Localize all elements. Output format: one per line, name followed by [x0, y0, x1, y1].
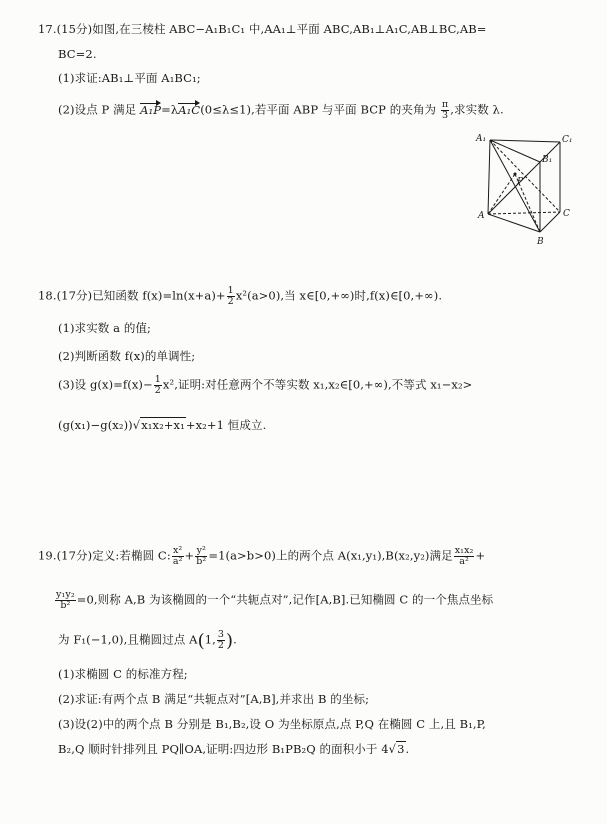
- label-c: C: [563, 209, 570, 219]
- q19-text-e: 为 F₁(−1,0),且椭圆过点 A: [58, 632, 198, 647]
- q19-part3: (3)设(2)中的两个点 B 分别是 B₁,B₂,设 O 为坐标原点,点 P,Q 在椭圆 C 上,且 B₁,P,: [58, 717, 486, 731]
- plus-sign: +: [184, 548, 195, 563]
- prism-figure: [474, 128, 584, 248]
- q18-part3-line2: [58, 418, 266, 432]
- fraction-y2-b2: $\frac{\text{y²}}{\text{b²}}$: [196, 545, 207, 567]
- half-fraction-2: $\frac{1}{2}$: [154, 374, 161, 396]
- label-b: B: [537, 237, 544, 247]
- q19-text-b: =1(a>b>0)上的两个点 A(x₁,y₁),B(x₂,y₂)满足: [208, 548, 453, 563]
- label-b1: B₁: [542, 155, 553, 165]
- q19-text-h: .: [405, 742, 410, 756]
- q19-text-g: B₂,Q 顺时针排列且 PQ∥OA,证明:四边形 B₁PB₂Q 的面积小于 4: [58, 742, 389, 756]
- q18-part2: (2)判断函数 f(x)的单调性;: [58, 349, 196, 363]
- angle-fraction: $\frac{\pi}{3}$: [441, 99, 449, 121]
- q19-stem-line1: [38, 546, 485, 567]
- q17-stem-line1: 17.(15分)如图,在三棱柱 ABC−A₁B₁C₁ 中,AA₁⊥平面 ABC,AB₁⊥A₁C,AB⊥BC,AB=: [38, 22, 487, 36]
- q19-stem-line3: [58, 630, 237, 651]
- label-c1: C₁: [562, 135, 573, 145]
- vector-a1c: A₁C: [178, 102, 201, 117]
- q17-stem-line2: BC=2.: [58, 47, 97, 61]
- q17-part2-text-c: (0≤λ≤1),若平面 ABP 与平面 BCP 的夹角为: [200, 102, 437, 117]
- q18-part3-text-b: x²,证明:对任意两个不等实数 x₁,x₂∈[0,+∞),不等式 x₁−x₂>: [162, 377, 473, 392]
- point-a-x: 1,: [204, 632, 216, 647]
- q18-part3-text-c: (g(x₁)−g(x₂)): [58, 418, 133, 432]
- fraction-x1x2-a2: $\frac{\text{x₁x₂}}{\text{a²}}$: [454, 545, 474, 567]
- q19-text-c: +: [475, 548, 486, 563]
- q18-stem-text-b: x²(a>0),当 x∈[0,+∞)时,f(x)∈[0,+∞).: [235, 288, 443, 303]
- q17-part2-text-b: =λ: [161, 102, 179, 117]
- q19-part2: (2)求证:有两个点 B 满足“共轭点对”[A,B],并求出 B 的坐标;: [58, 692, 370, 706]
- q18-part1: (1)求实数 a 的值;: [58, 321, 152, 335]
- q19-part1: (1)求椭圆 C 的标准方程;: [58, 667, 188, 681]
- paren-open: (: [197, 630, 205, 652]
- q19-text-a: 19.(17分)定义:若椭圆 C:: [38, 548, 171, 563]
- q19-text-d: =0,则称 A,B 为该椭圆的一个“共轭点对”,记作[A,B].已知椭圆 C 的一个焦点坐标: [76, 592, 494, 607]
- q19-stem-line2: [54, 590, 493, 611]
- q17-part2-text-d: ,求实数 λ.: [450, 102, 504, 117]
- q17-part2-text-a: (2)设点 P 满足: [58, 102, 137, 117]
- q19-text-f: .: [233, 632, 237, 647]
- paren-close: ): [226, 630, 234, 652]
- q19-part3-line2: [58, 742, 409, 756]
- label-a: A: [478, 211, 485, 221]
- fraction-x2-a2: $\frac{\text{x²}}{\text{a²}}$: [172, 545, 183, 567]
- vector-a1p: A₁P: [140, 102, 162, 117]
- sqrt-radicand: x₁x₂+x₁: [141, 418, 185, 432]
- sqrt3-radicand: 3: [397, 742, 405, 756]
- q18-part3-text-a: (3)设 g(x)=f(x)−: [58, 377, 153, 392]
- label-p: P: [517, 177, 524, 187]
- sqrt-symbol: √: [132, 418, 141, 432]
- q18-stem: [38, 286, 442, 307]
- q18-stem-text-a: 18.(17分)已知函数 f(x)=ln(x+a)+: [38, 288, 226, 303]
- q18-part3-text-d: +x₂+1 恒成立.: [185, 418, 267, 432]
- fraction-3-2: $\frac{3}{2}$: [217, 629, 225, 651]
- q17-part2: [58, 100, 504, 121]
- q18-part3: [58, 375, 472, 396]
- label-a1: A₁: [476, 134, 487, 144]
- q17-part1: (1)求证:AB₁⊥平面 A₁BC₁;: [58, 71, 201, 85]
- half-fraction: $\frac{1}{2}$: [227, 285, 234, 307]
- fraction-y1y2-b2: $\frac{\text{y₁y₂}}{\text{b²}}$: [56, 589, 75, 611]
- sqrt-symbol-2: √: [388, 742, 397, 756]
